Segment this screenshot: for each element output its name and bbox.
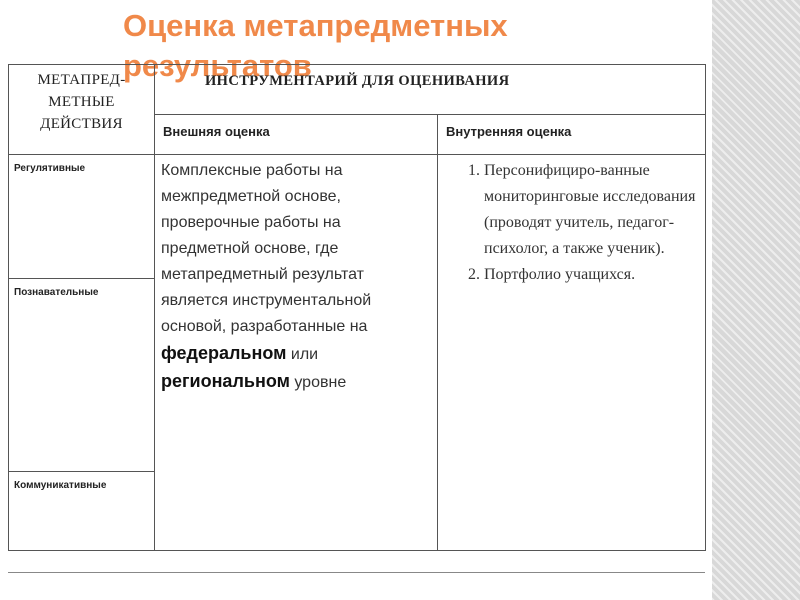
decorative-side-strip: [712, 0, 800, 600]
external-or: или: [290, 346, 319, 363]
header-instruments: ИНСТРУМЕНТАРИЙ ДЛЯ ОЦЕНИВАНИЯ: [155, 65, 706, 115]
footer-divider: [8, 572, 705, 573]
external-bold-federal: федеральном: [161, 343, 287, 363]
action-regulatory: Регулятивные: [9, 155, 155, 279]
header-metasubject-actions: МЕТАПРЕД-МЕТНЫЕ ДЕЙСТВИЯ: [9, 65, 155, 155]
assessment-table: [8, 64, 706, 551]
internal-item-1: 1. Персонифициро-ванные мониторинговые исследования (проводят учитель, педагог-психолог, а также ученик).: [484, 158, 701, 262]
external-end: уровне: [294, 374, 347, 391]
assessment-table-wrap: [8, 64, 706, 551]
header-external-assessment: Внешняя оценка: [155, 115, 438, 155]
internal-list: [438, 158, 701, 288]
action-cognitive: Познавательные: [9, 279, 155, 472]
slide-title: Оценка метапредметных результатов: [123, 8, 508, 83]
external-text: Комплексные работы на межпредметной основе, проверочные работы на предметной основе, где метапредметный результат является инструментальной основой, разработанные на: [161, 162, 372, 335]
external-assessment-cell: [155, 155, 438, 551]
internal-assessment-cell: [438, 155, 706, 551]
action-communicative: Коммуникативные: [9, 472, 155, 551]
internal-item-2: 2. Портфолио учащихся.: [484, 262, 701, 288]
external-bold-regional: региональном: [161, 371, 290, 391]
header-internal-assessment: Внутренняя оценка: [438, 115, 706, 155]
